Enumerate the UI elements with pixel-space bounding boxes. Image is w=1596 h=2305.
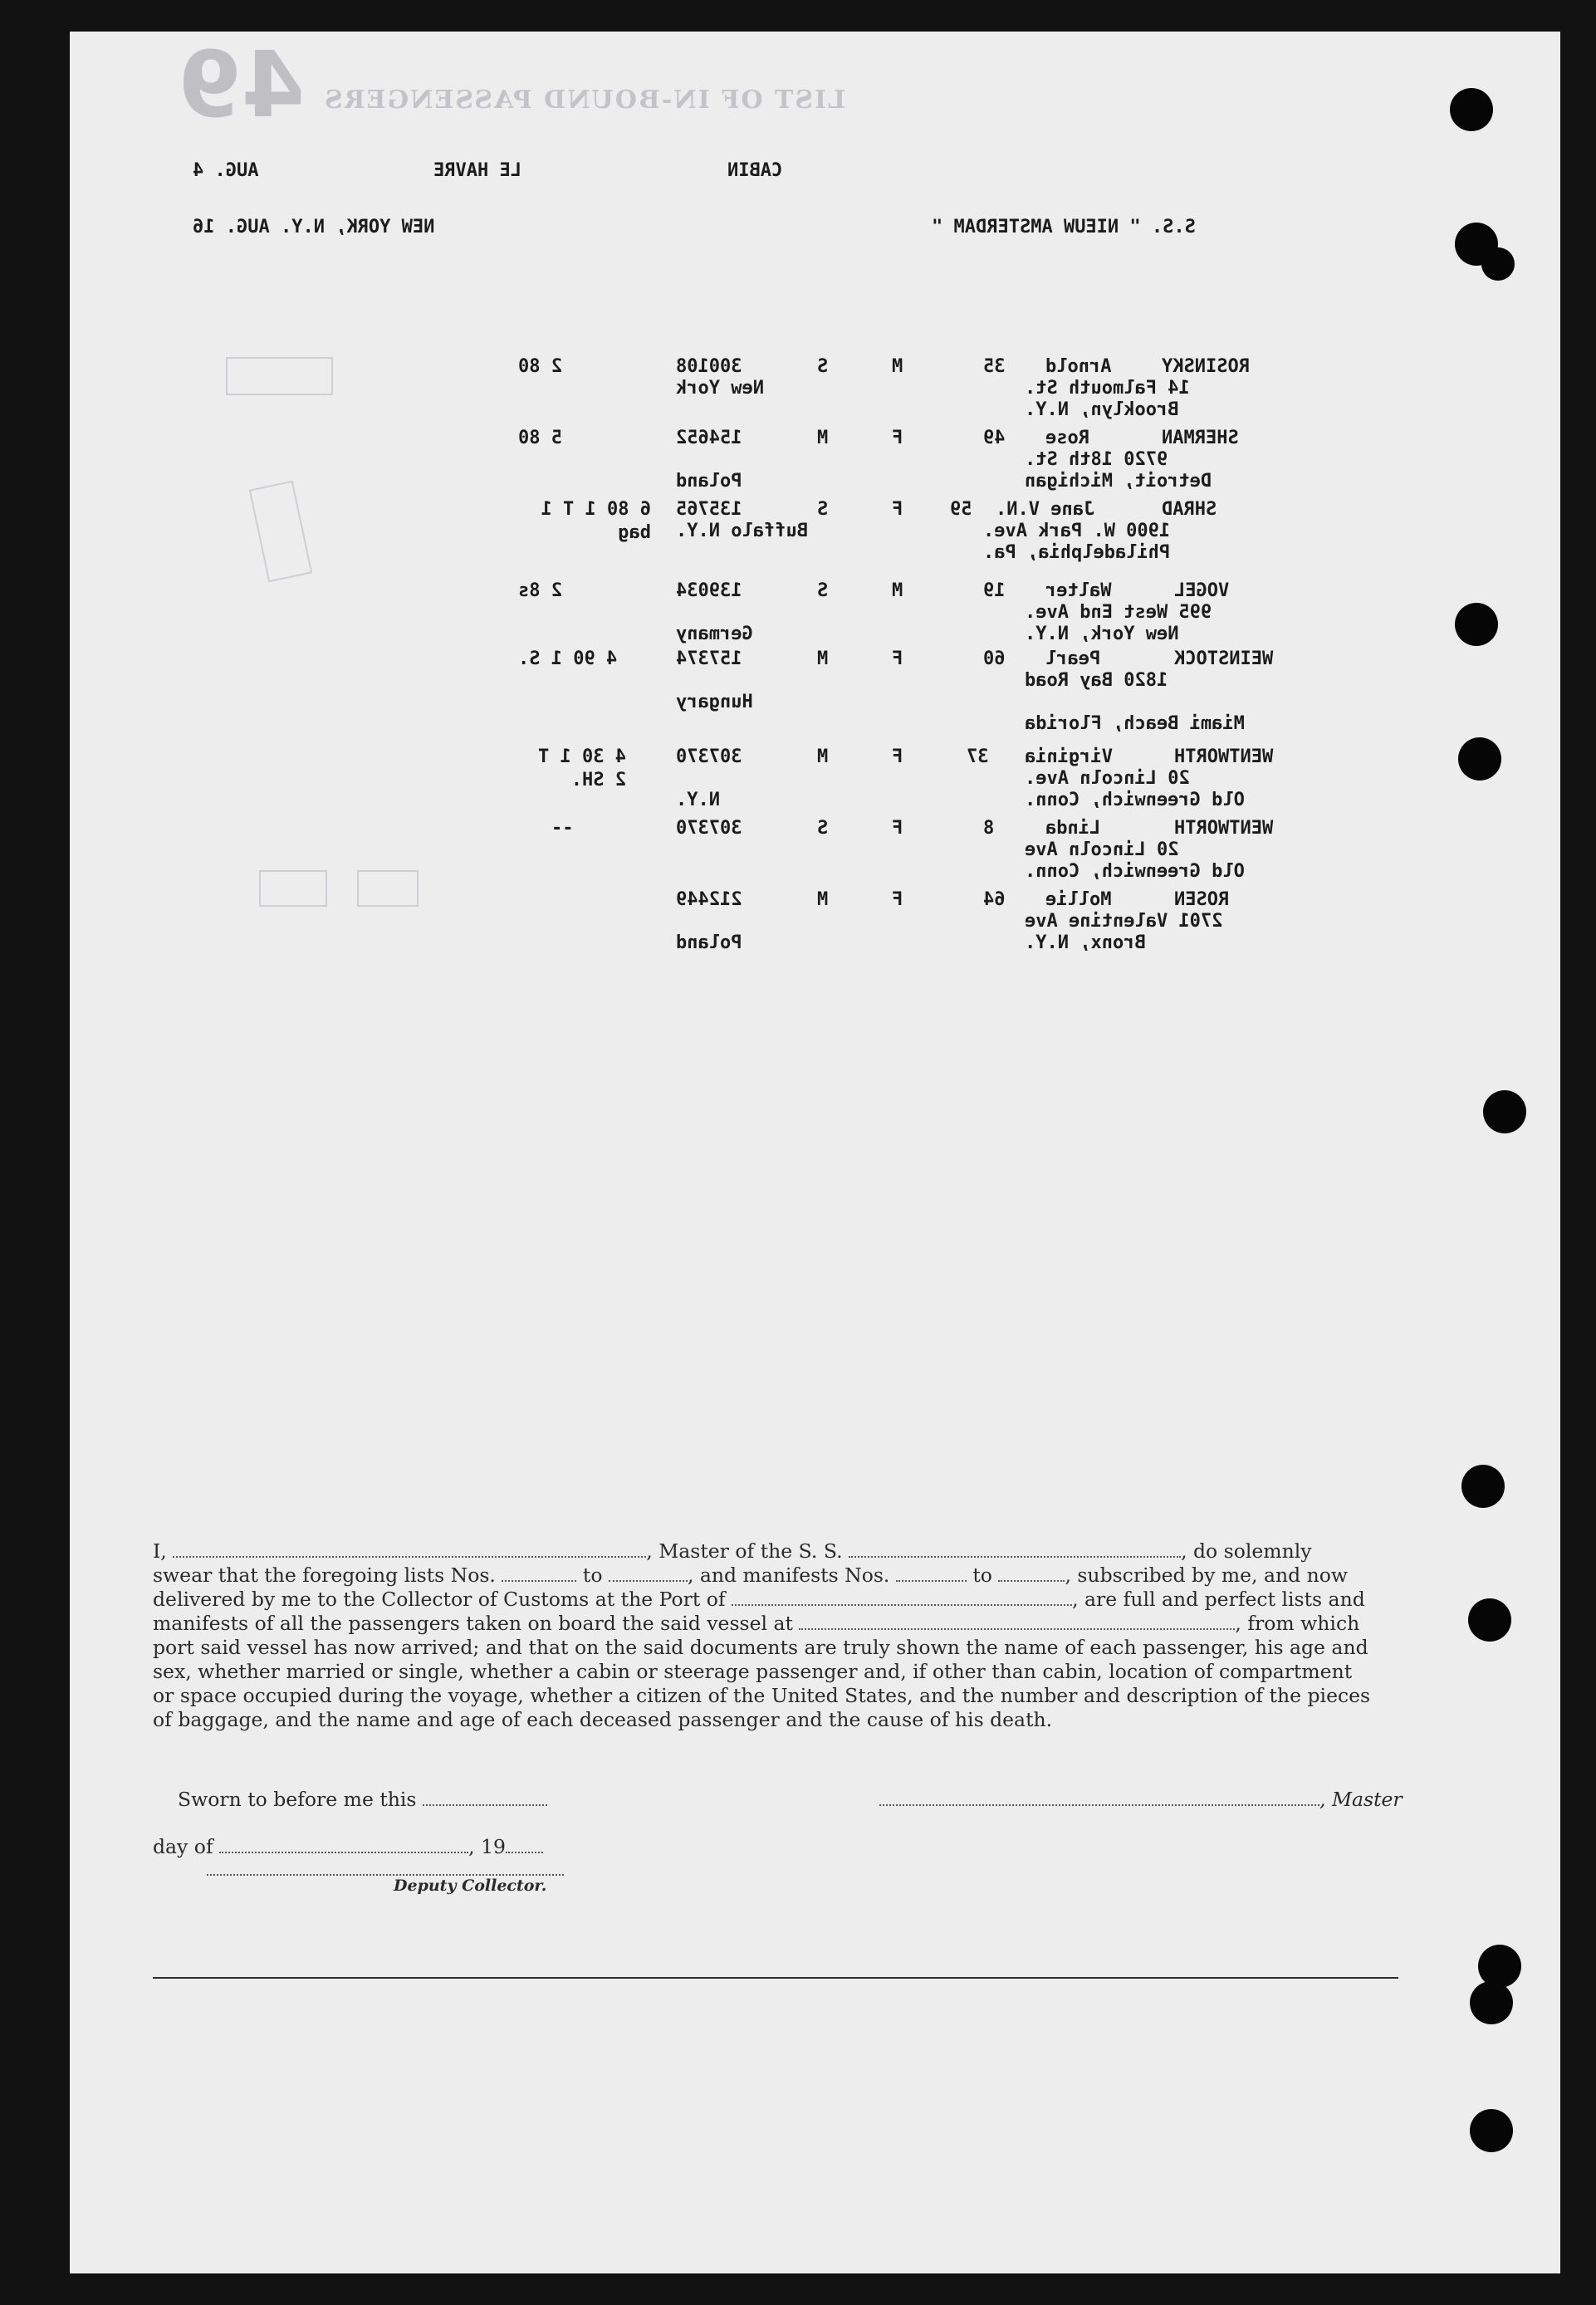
sworn-line: Sworn to before me this (178, 1788, 676, 1812)
deputy-collector-label: Deputy Collector. (394, 1877, 547, 1895)
oath-line-3: delivered by me to the Collector of Customs at the Port of , are full and perfect lists and (153, 1588, 1365, 1611)
passenger-class: CABIN (727, 160, 783, 181)
embarkation-port-field[interactable] (799, 1617, 1235, 1630)
binder-hole (1470, 2109, 1513, 2152)
ghost-title: LIST OF IN-BOUND PASSENGERS (323, 86, 846, 115)
arrival-info: NEW YORK, N.Y. AUG. 16 (193, 217, 435, 237)
ghost-stamp-box (249, 481, 313, 583)
ship-name-field[interactable] (849, 1544, 1181, 1558)
document-page: 49 LIST OF IN-BOUND PASSENGERS AUG. 4 LE HAVRE CABIN NEW YORK, N.Y. AUG. 16 S.S. " NIEUW AMSTERDAM " 2 80 300108 New York S M 35 Arnold ROSINSKY 14 Falmouth St. Brooklyn, N.Y. 5 80 154652 Poland M F 49 Rose SHERMAN 9720 18th St. Detroit, Michigan 6 80 1 T 1 bag 135765 Buffalo N.Y. S F 59 Jane V.N. SHRAD 1900 W. Park Ave. Philadelphia, Pa. 2 8s 139034 Germany S M 19 Walter VOGEL 995 West End Ave. New York, N.Y. 4 90 1 S. 157374 Hungary M F 60 Pearl WEINSTOCK 1820 Bay Road Miami Beach, Florida 4 30 1 T 2 SH. 307370 N.Y. M F 37 Virginia WENTWORTH 20 Lincoln Ave. Old Greenwich, Conn. -- 307370 S F 8 Linda WENTWORTH 20 Lincoln Ave Old Greenwich, Conn. 212449 Poland M F 64 Mollie ROSEN 2701 Valentine Ave Bronx, N.Y. I, , Master of the S. S. , do solemnly swear that the foregoing lists Nos. to , and manifests Nos. to , subscribed by me, and now delivered by me to the Collector of Customs at the Port of , are full and perfect lists and manifests of all the passengers taken on board the said vessel at , from which port said vessel has now arrived; and that on the said documents are truly shown the name of each passenger, his age and sex, whether married or single, whether a cabin or steerage passenger and, if other than cabin, location of compartment or space occupied during the voyage, whether a citizen of the United States, and the number and description of the pieces of baggage, and the name and age of each deceased passenger and the cause of his death. Sworn to before me this , Master day of , 19 Deputy Collector. (70, 32, 1560, 2273)
binder-hole (1483, 1090, 1526, 1133)
oath-line-4: manifests of all the passengers taken on board the said vessel at , from which (153, 1612, 1360, 1635)
master-signature-field[interactable] (879, 1793, 1319, 1806)
ghost-stamp-box (226, 357, 333, 395)
oath-line-8: of baggage, and the name and age of each deceased passenger and the cause of his death. (153, 1708, 1053, 1731)
binder-hole (1461, 1465, 1505, 1508)
ghost-stamp-box (357, 870, 419, 907)
binder-hole (1450, 88, 1493, 131)
oath-line-5: port said vessel has now arrived; and that on the said documents are truly shown the name of each passenger, his age and (153, 1636, 1368, 1659)
bottom-rule (153, 1977, 1398, 1979)
manifests-from-field[interactable] (896, 1568, 967, 1582)
lists-from-field[interactable] (502, 1568, 576, 1582)
binder-hole (1481, 247, 1515, 281)
binder-hole (1458, 737, 1501, 781)
port-field[interactable] (732, 1593, 1072, 1606)
binder-hole (1468, 1598, 1511, 1642)
ghost-stamp-box (259, 870, 327, 907)
oath-line-6: sex, whether married or single, whether a cabin or steerage passenger and, if other than cabin, location of compartment (153, 1660, 1353, 1683)
sworn-date-field[interactable] (423, 1793, 547, 1806)
manifests-to-field[interactable] (998, 1568, 1065, 1582)
oath-line-7: or space occupied during the voyage, whether a citizen of the United States, and the number and description of the pieces (153, 1684, 1371, 1707)
departure-port: LE HAVRE (433, 160, 521, 181)
lists-to-field[interactable] (609, 1568, 688, 1582)
binder-hole (1455, 603, 1498, 646)
page-number-stamp: 49 (178, 32, 306, 138)
master-signature-line: , Master (879, 1788, 1469, 1812)
day-field[interactable] (219, 1840, 468, 1853)
day-line: day of , 19 (153, 1835, 651, 1859)
ship-name: S.S. " NIEUW AMSTERDAM " (932, 217, 1196, 237)
master-name-field[interactable] (173, 1544, 646, 1558)
departure-date: AUG. 4 (193, 160, 259, 181)
oath-line-2: swear that the foregoing lists Nos. to , and manifests Nos. to , subscribed by me, and now (153, 1564, 1349, 1587)
oath-line-1: I, , Master of the S. S. , do solemnly (153, 1539, 1312, 1563)
year-field[interactable] (506, 1840, 543, 1853)
binder-hole (1470, 1981, 1513, 2024)
